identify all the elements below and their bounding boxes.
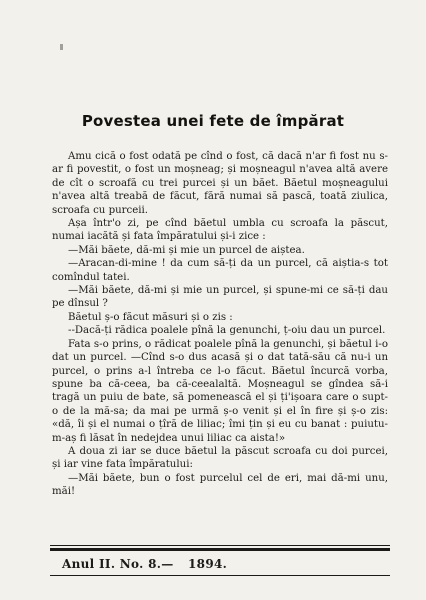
issue-year: 1894. (188, 557, 228, 571)
paragraph: —Măi băete, bun o fost purcelul cel de eri, mai dă-mi unu, măi! (52, 472, 388, 498)
issue-label: Anul II. No. 8.— (62, 557, 174, 571)
ink-speck (60, 44, 63, 50)
story-body (52, 150, 388, 499)
paragraph: Fata s-o prins, o rădicat poalele pînă la genunchi, și băetul i-o dat un purcel. —Cînd s-o dus acasă și o dat tată-său că nu-i un purcel, o prins a-l întreba ce l-o făcut. Băetul încurcă vorba, spune ba că-ceea, ba că-ceealaltă. Moșneagul se gîndea să-i tragă un puiu de bate, să pomenească el și ți'ișoara care o supt-o de la mă-sa; da mai pe urmă ș-o venit și el în fire și ș-o zis: «dă, îi și el numai o țîră de liliac; îmi țin și eu cu banat : puiutu-m-aș fi lăsat în nedejdea unui liliac ca aista!» (52, 338, 388, 444)
footer-rule-bottom (50, 575, 390, 576)
paragraph: —Măi băete, dă-mi și mie un purcel, și spune-mi ce să-ți dau pe dînsul ? (52, 285, 388, 310)
footer-rule-top (50, 545, 390, 546)
story-title: Povestea unei fete de împărat (81, 112, 345, 130)
paragraph: —Măi băete, dă-mi și mie un purcel de aiștea. (68, 244, 305, 256)
paragraph: A doua zi iar se duce băetul la păscut scroafa cu doi purcei, și iar vine fata împăratului: (52, 445, 388, 471)
paragraph: —Aracan-di-mine ! da cum să-ți da un purcel, că aiștia-s tot comîndul tatei. (52, 258, 388, 283)
footer-rule-thick (50, 548, 390, 551)
issue-info (50, 557, 390, 571)
paragraph: --Dacă-ți rădica poalele pînă la genunchi, ț-oiu dau un purcel. (68, 325, 386, 337)
page-footer (50, 545, 390, 576)
paragraph: Așa într'o zi, pe cînd băetul umbla cu scroafa la păscut, numai iacătă și fata împăratului și-i zice : (52, 218, 388, 243)
paragraph: Băetul ș-o făcut măsuri și o zis : (68, 311, 233, 323)
paragraph: Amu cică o fost odată pe cînd o fost, că dacă n'ar fi fost nu s-ar fi povestit, o fost un moșneag; și moșneagul n'avea altă avere de cît o scroafă cu trei purcei și un băet. Băetul moșneagului n'avea altă treabă de făcut, fără numai să pască, toată ziulica, scroafa cu purceii. (52, 151, 388, 216)
